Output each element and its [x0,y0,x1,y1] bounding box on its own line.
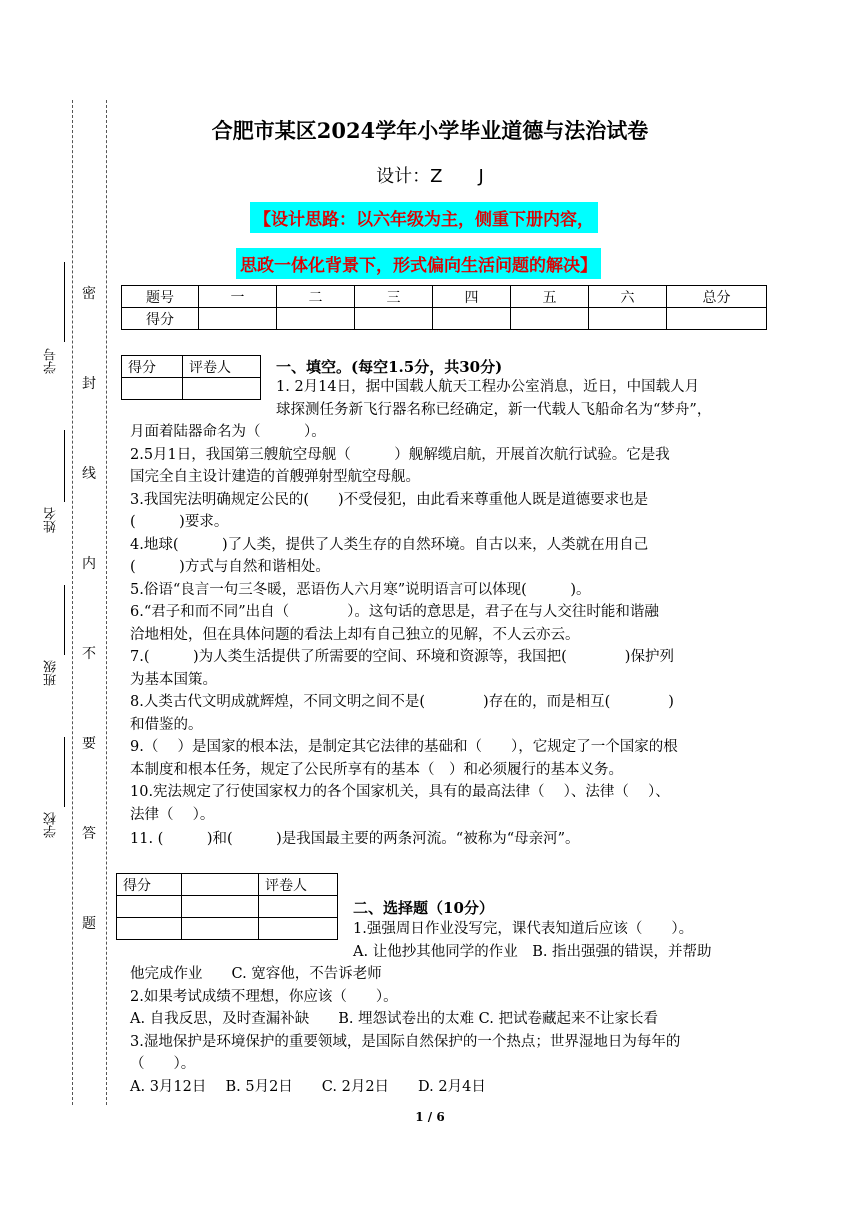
q-line: A. 自我反思，及时查漏补缺 B. 埋怨试卷出的太难 C. 把试卷藏起来不让家长看 [130,1011,658,1027]
grader-box-grader-cell[interactable] [183,378,261,400]
seal-char-7: 答 [82,826,96,842]
field-label-name: 姓名 [44,507,59,533]
q-line: 2.如果考试成绩不理想，你应该（ ）。 [130,989,398,1005]
binding-line-outer [72,100,73,1105]
field-label-school: 学校 [44,812,59,838]
q-line: A. 3月12日 B. 5月2日 C. 2月2日 D. 2月4日 [130,1079,486,1095]
q-line: 7.( )为人类生活提供了所需要的空间、环境和资源等，我国把( )保护列 [130,649,674,665]
q-line: 9.（ ）是国家的根本法，是制定其它法律的基础和（ ），它规定了一个国家的根 [130,739,678,755]
q-line: A. 让他抄其他同学的作业 B. 指出强强的错误，并帮助 [353,944,712,960]
q-line: 月面着陆器命名为（ ）。 [130,424,326,440]
binding-line-inner [106,100,107,1105]
grader-box-grader-label: 评卷人 [259,874,338,896]
q-line: 为基本国策。 [130,672,217,688]
q-line: 11. ( )和( )是我国最主要的两条河流。“被称为“母亲河”。 [130,831,580,847]
seal-char-5: 不 [82,646,96,662]
section2-heading: 二、选择题（10分） [353,899,494,917]
score-cell[interactable] [277,308,355,330]
field-blank-student-id[interactable] [64,262,65,342]
q-line: 法律（ ）。 [130,807,215,823]
q-line: 1. 2月14日，据中国载人航天工程办公室消息，近日，中国载人月 [276,379,700,395]
grader-box-cell[interactable] [259,896,338,918]
q-line: 1.强强周日作业没写完，课代表知道后应该（ ）。 [353,921,694,937]
score-header-cell: 总分 [667,286,767,308]
field-label-student-id: 学号 [44,348,59,374]
exam-title: 合肥市某区2024学年小学毕业道德与法治试卷 [211,118,649,143]
seal-char-6: 要 [82,736,96,752]
score-header-cell: 四 [433,286,511,308]
score-header-cell: 三 [355,286,433,308]
score-header-cell: 五 [511,286,589,308]
seal-char-2: 封 [82,376,96,392]
seal-char-4: 内 [82,556,96,572]
grader-box-score-cell[interactable] [122,378,183,400]
q-line: ( )方式与自然和谐相处。 [130,559,330,575]
q-line: 洽地相处，但在具体问题的看法上却有自己独立的见解，不人云亦云。 [130,627,580,643]
designer-line: 设计：Z J [376,166,484,187]
score-header-cell: 题号 [122,286,199,308]
grader-box-cell[interactable] [117,918,182,940]
score-table-header-row [122,286,767,308]
field-blank-name[interactable] [64,430,65,502]
score-header-cell: 六 [589,286,667,308]
q-line: 5.俗语“良言一句三冬暖，恶语伤人六月寒”说明语言可以体现( )。 [130,582,591,598]
q-line: 2.5月1日，我国第三艘航空母舰（ ）舰解缆启航，开展首次航行试验。它是我 [130,447,670,463]
field-label-class: 班级 [44,660,59,686]
seal-char-3: 线 [82,466,96,482]
q-line: 本制度和根本任务，规定了公民所享有的基本（ ）和必须履行的基本义务。 [130,762,623,778]
q-line: 他完成作业 C. 宽容他，不告诉老师 [130,966,382,982]
score-cell[interactable] [199,308,277,330]
score-cell[interactable] [433,308,511,330]
q-line: 3.湿地保护是环境保护的重要领域，是国际自然保护的一个热点；世界湿地日为每年的 [130,1034,681,1050]
grader-box-cell[interactable] [259,918,338,940]
grader-box-score-label: 得分 [122,356,183,378]
q-line: （ ）。 [130,1056,196,1072]
q-line: 8.人类古代文明成就辉煌，不同文明之间不是( )存在的，而是相互( ) [130,694,674,710]
grader-box-section2 [116,873,338,940]
grader-box-score-label: 得分 [117,874,182,896]
q-line: 和借鉴的。 [130,717,203,733]
score-row-label: 得分 [122,308,199,330]
score-header-cell: 一 [199,286,277,308]
q-line: 国完全自主设计建造的首艘弹射型航空母舰。 [130,469,420,485]
design-note-line-1: 【设计思路：以六年级为主，侧重下册内容， [250,202,598,233]
score-cell[interactable] [589,308,667,330]
score-cell[interactable] [355,308,433,330]
grader-box-blank[interactable] [182,874,259,896]
score-header-cell: 二 [277,286,355,308]
design-note-line-2: 思政一体化背景下，形式偏向生活问题的解决】 [236,248,601,279]
q-line: 10.宪法规定了行使国家权力的各个国家机关，具有的最高法律（ ）、法律（ ）、 [130,784,670,800]
page-number: 1 / 6 [415,1110,445,1124]
q-line: ( )要求。 [130,514,229,530]
grader-box-section1 [121,355,261,400]
seal-char-8: 题 [82,916,96,932]
score-cell[interactable] [511,308,589,330]
field-blank-school[interactable] [64,737,65,807]
score-table [121,285,767,330]
field-blank-class[interactable] [64,585,65,655]
score-table-score-row [122,308,767,330]
grader-box-grader-label: 评卷人 [183,356,261,378]
q-line: 6.“君子和而不同”出自（ ）。这句话的意思是，君子在与人交往时能和谐融 [130,604,659,620]
grader-box-cell[interactable] [182,918,259,940]
q-line: 3.我国宪法明确规定公民的( )不受侵犯，由此看来尊重他人既是道德要求也是 [130,492,649,508]
section1-heading: 一、填空。(每空1.5分，共30分) [276,358,503,376]
q-line: 4.地球( )了人类，提供了人类生存的自然环境。自古以来，人类就在用自己 [130,537,649,553]
grader-box-cell[interactable] [182,896,259,918]
seal-char-1: 密 [82,286,96,302]
grader-box-cell[interactable] [117,896,182,918]
score-cell[interactable] [667,308,767,330]
q-line: 球探测任务新飞行器名称已经确定，新一代载人飞船命名为“梦舟”， [276,402,712,418]
